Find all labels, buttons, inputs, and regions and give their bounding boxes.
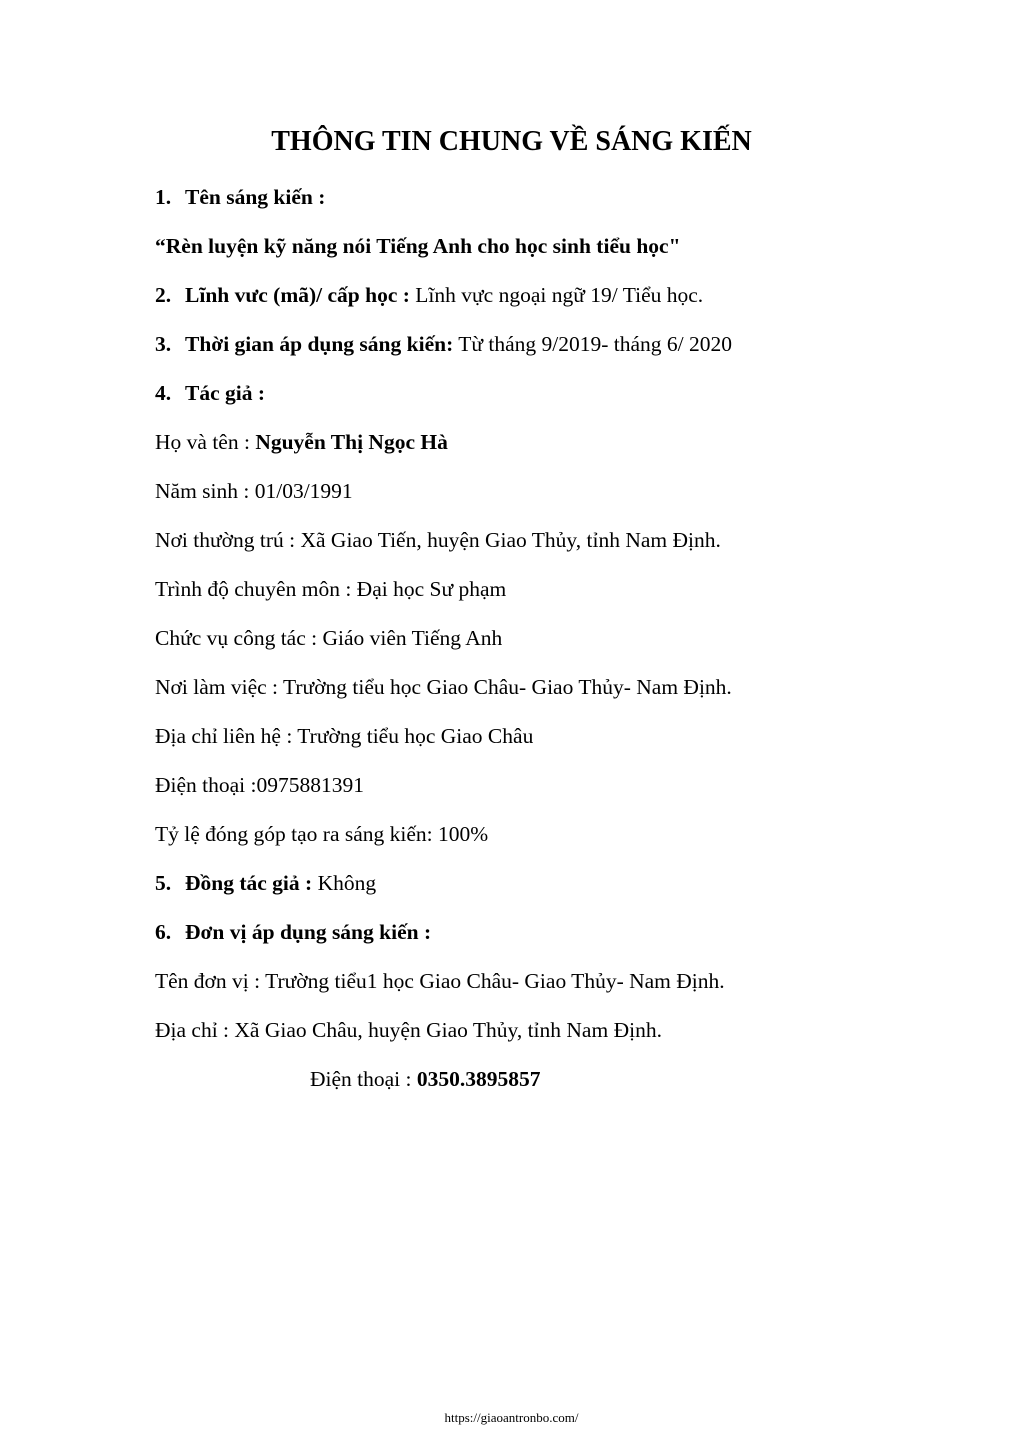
initiative-name: “Rèn luyện kỹ năng nói Tiếng Anh cho học sinh tiểu học" bbox=[155, 234, 681, 258]
unit-phone-value: 0350.3895857 bbox=[416, 1067, 541, 1091]
unit-name: Tên đơn vị : Trường tiểu1 học Giao Châu- Giao Thủy- Nam Định. bbox=[155, 969, 725, 993]
author-workplace: Nơi làm việc : Trường tiểu học Giao Châu- Giao Thủy- Nam Định. bbox=[155, 675, 732, 699]
author-birth: Năm sinh : 01/03/1991 bbox=[155, 479, 353, 503]
item-3-value: Từ tháng 9/2019- tháng 6/ 2020 bbox=[453, 332, 733, 356]
item-6 bbox=[155, 917, 431, 947]
unit-phone-label: Điện thoại : bbox=[310, 1067, 417, 1091]
item-2-value: Lĩnh vực ngoại ngữ 19/ Tiểu học. bbox=[409, 283, 704, 307]
item-2-number: 2. bbox=[155, 283, 172, 307]
page-title: THÔNG TIN CHUNG VỀ SÁNG KIẾN bbox=[271, 126, 752, 157]
item-5-label: Đồng tác giả : bbox=[185, 871, 313, 895]
author-contribution: Tỷ lệ đóng góp tạo ra sáng kiến: 100% bbox=[155, 822, 489, 846]
unit-address: Địa chỉ : Xã Giao Châu, huyện Giao Thủy, tỉnh Nam Định. bbox=[155, 1018, 662, 1042]
author-position: Chức vụ công tác : Giáo viên Tiếng Anh bbox=[155, 626, 503, 650]
item-2 bbox=[155, 280, 703, 310]
author-name-label: Họ và tên : bbox=[155, 430, 256, 454]
footer-url: https://giaoantronbo.com/ bbox=[444, 1410, 579, 1425]
item-1 bbox=[155, 182, 325, 212]
author-phone: Điện thoại :0975881391 bbox=[155, 773, 365, 797]
item-1-number: 1. bbox=[155, 185, 172, 209]
item-6-label: Đơn vị áp dụng sáng kiến : bbox=[185, 920, 432, 944]
unit-phone bbox=[310, 1064, 541, 1094]
item-4-number: 4. bbox=[155, 381, 172, 405]
item-5 bbox=[155, 868, 376, 898]
author-name-value: Nguyễn Thị Ngọc Hà bbox=[255, 430, 448, 454]
item-3-label: Thời gian áp dụng sáng kiến: bbox=[185, 332, 454, 356]
author-residence: Nơi thường trú : Xã Giao Tiến, huyện Giao Thủy, tỉnh Nam Định. bbox=[155, 528, 721, 552]
item-2-label: Lĩnh vưc (mã)/ cấp học : bbox=[185, 283, 410, 307]
item-3 bbox=[155, 329, 732, 359]
item-3-number: 3. bbox=[155, 332, 172, 356]
item-4-label: Tác giả : bbox=[185, 381, 266, 405]
item-1-label: Tên sáng kiến : bbox=[185, 185, 326, 209]
author-qualification: Trình độ chuyên môn : Đại học Sư phạm bbox=[155, 577, 507, 601]
author-name bbox=[155, 427, 448, 457]
item-5-value: Không bbox=[312, 871, 377, 895]
item-6-number: 6. bbox=[155, 920, 172, 944]
item-4 bbox=[155, 378, 265, 408]
author-contact-address: Địa chỉ liên hệ : Trường tiểu học Giao Châu bbox=[155, 724, 534, 748]
item-5-number: 5. bbox=[155, 871, 172, 895]
